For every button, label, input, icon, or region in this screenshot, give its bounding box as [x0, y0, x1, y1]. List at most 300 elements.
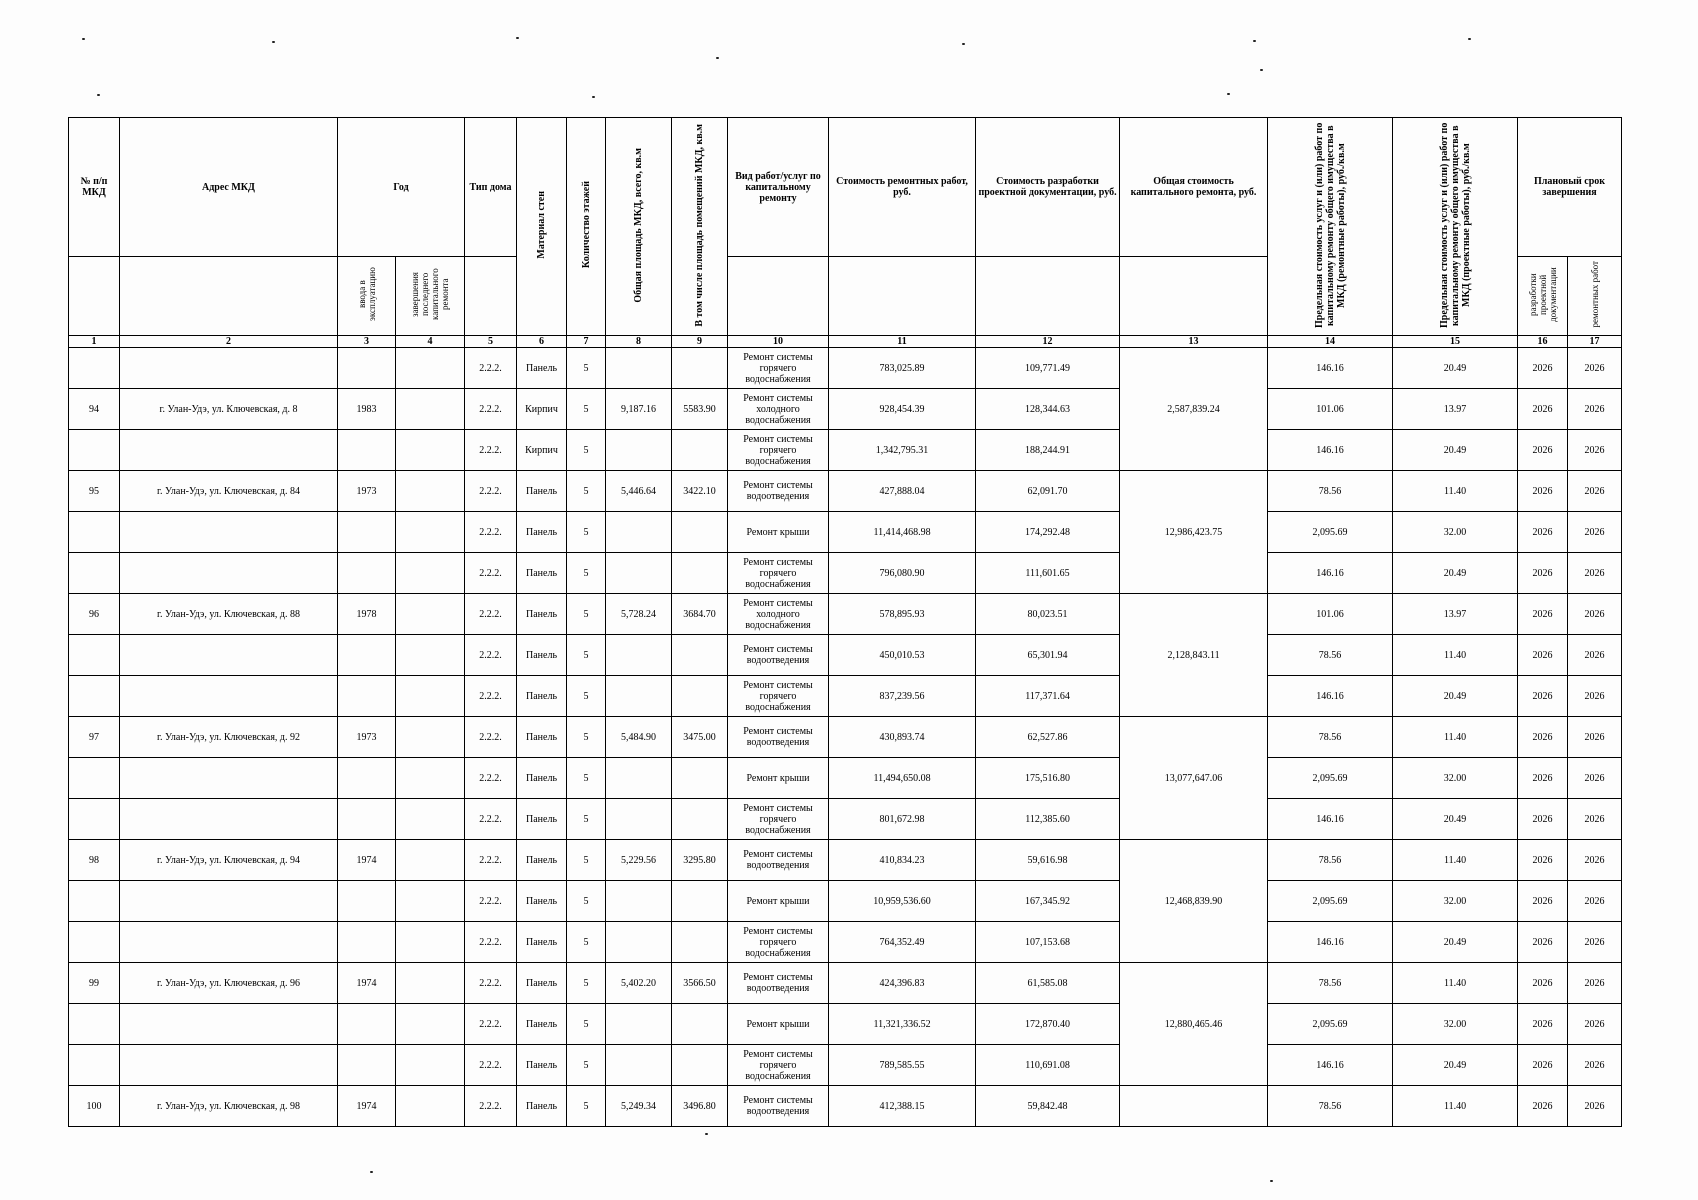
deadline-design-cell: 2026 — [1518, 1045, 1568, 1086]
repair-cost-cell: 783,025.89 — [829, 348, 976, 389]
year-last-repair-cell — [396, 553, 465, 594]
scan-speck — [516, 37, 519, 39]
house-type-cell: 2.2.2. — [465, 1086, 517, 1127]
limit-repair-cell: 78.56 — [1268, 963, 1393, 1004]
year-commission-cell — [338, 1004, 396, 1045]
floors-cell: 5 — [567, 512, 606, 553]
wall-material-cell: Панель — [517, 676, 567, 717]
deadline-design-cell: 2026 — [1518, 1086, 1568, 1127]
year-last-repair-cell — [396, 594, 465, 635]
repair-cost-cell: 11,494,650.08 — [829, 758, 976, 799]
limit-design-cell: 32.00 — [1393, 1004, 1518, 1045]
premises-area-cell: 3422.10 — [672, 471, 728, 512]
year-commission-cell — [338, 635, 396, 676]
scan-speck — [272, 41, 275, 43]
house-type-cell: 2.2.2. — [465, 1045, 517, 1086]
wall-material-cell: Панель — [517, 471, 567, 512]
premises-area-cell — [672, 881, 728, 922]
design-cost-cell: 107,153.68 — [976, 922, 1120, 963]
year-last-repair-cell — [396, 471, 465, 512]
scan-speck — [1468, 38, 1471, 40]
year-commission-cell: 1974 — [338, 1086, 396, 1127]
total-cost-cell: 12,986,423.75 — [1120, 471, 1268, 594]
total-cost-cell: 2,128,843.11 — [1120, 594, 1268, 717]
deadline-repair-cell: 2026 — [1568, 512, 1622, 553]
scan-speck — [962, 43, 965, 45]
year-last-repair-cell — [396, 1086, 465, 1127]
floors-cell: 5 — [567, 348, 606, 389]
wall-material-cell: Панель — [517, 635, 567, 676]
repair-cost-cell: 837,239.56 — [829, 676, 976, 717]
limit-design-cell: 11.40 — [1393, 963, 1518, 1004]
table-row — [69, 430, 1622, 471]
header-total-area-cell — [606, 118, 672, 336]
floors-cell: 5 — [567, 676, 606, 717]
header-limit-design-cell — [1393, 118, 1518, 336]
year-commission-cell — [338, 676, 396, 717]
header-floors: Количество этажей — [580, 181, 592, 269]
scan-speck — [1260, 69, 1263, 71]
design-cost-cell: 59,616.98 — [976, 840, 1120, 881]
table-row — [69, 676, 1622, 717]
deadline-repair-cell: 2026 — [1568, 1004, 1622, 1045]
table-row — [69, 389, 1622, 430]
wall-material-cell: Панель — [517, 553, 567, 594]
table-row — [69, 758, 1622, 799]
wall-material-cell: Панель — [517, 1045, 567, 1086]
floors-cell: 5 — [567, 799, 606, 840]
total-area-cell: 5,728.24 — [606, 594, 672, 635]
premises-area-cell: 3684.70 — [672, 594, 728, 635]
total-cost-cell — [1120, 1086, 1268, 1127]
repair-cost-cell: 412,388.15 — [829, 1086, 976, 1127]
deadline-repair-cell: 2026 — [1568, 963, 1622, 1004]
work-type-cell: Ремонт системы горячего водоснабжения — [728, 553, 829, 594]
year-last-repair-cell — [396, 430, 465, 471]
work-type-cell: Ремонт крыши — [728, 758, 829, 799]
header-num: № п/п МКД — [69, 118, 120, 257]
table-row — [69, 471, 1622, 512]
house-number-cell — [69, 430, 120, 471]
repair-cost-cell: 410,834.23 — [829, 840, 976, 881]
table-row — [69, 348, 1622, 389]
column-number: 2 — [120, 336, 338, 348]
house-number-cell — [69, 553, 120, 594]
year-commission-cell — [338, 512, 396, 553]
header-house-type: Тип дома — [465, 118, 517, 257]
header-blank — [465, 257, 517, 336]
design-cost-cell: 59,842.48 — [976, 1086, 1120, 1127]
wall-material-cell: Панель — [517, 1086, 567, 1127]
year-last-repair-cell — [396, 758, 465, 799]
house-number-cell — [69, 512, 120, 553]
year-commission-cell — [338, 799, 396, 840]
year-last-repair-cell — [396, 512, 465, 553]
deadline-repair-cell: 2026 — [1568, 348, 1622, 389]
limit-design-cell: 32.00 — [1393, 758, 1518, 799]
premises-area-cell — [672, 635, 728, 676]
work-type-cell: Ремонт системы водоотведения — [728, 963, 829, 1004]
house-type-cell: 2.2.2. — [465, 512, 517, 553]
total-cost-cell: 13,077,647.06 — [1120, 717, 1268, 840]
header-deadline: Плановый срок завершения — [1518, 118, 1622, 257]
floors-cell: 5 — [567, 922, 606, 963]
work-type-cell: Ремонт системы холодного водоснабжения — [728, 389, 829, 430]
house-type-cell: 2.2.2. — [465, 471, 517, 512]
deadline-design-cell: 2026 — [1518, 389, 1568, 430]
house-number-cell: 100 — [69, 1086, 120, 1127]
header-year-commission-cell — [338, 257, 396, 336]
column-number: 5 — [465, 336, 517, 348]
year-commission-cell — [338, 553, 396, 594]
total-area-cell — [606, 1004, 672, 1045]
design-cost-cell: 62,091.70 — [976, 471, 1120, 512]
wall-material-cell: Панель — [517, 799, 567, 840]
column-number: 16 — [1518, 336, 1568, 348]
address-cell — [120, 635, 338, 676]
limit-design-cell: 11.40 — [1393, 717, 1518, 758]
floors-cell: 5 — [567, 840, 606, 881]
column-number: 8 — [606, 336, 672, 348]
address-cell: г. Улан-Удэ, ул. Ключевская, д. 8 — [120, 389, 338, 430]
house-number-cell: 99 — [69, 963, 120, 1004]
premises-area-cell — [672, 799, 728, 840]
wall-material-cell: Панель — [517, 758, 567, 799]
total-area-cell — [606, 635, 672, 676]
house-type-cell: 2.2.2. — [465, 922, 517, 963]
address-cell — [120, 758, 338, 799]
limit-design-cell: 20.49 — [1393, 430, 1518, 471]
work-type-cell: Ремонт системы водоотведения — [728, 471, 829, 512]
header-premises-area-cell — [672, 118, 728, 336]
deadline-repair-cell: 2026 — [1568, 676, 1622, 717]
floors-cell: 5 — [567, 471, 606, 512]
repair-cost-cell: 801,672.98 — [829, 799, 976, 840]
header-deadline-design-cell — [1518, 257, 1568, 336]
header-design-cost: Стоимость разработки проектной документации, руб. — [976, 118, 1120, 257]
year-last-repair-cell — [396, 840, 465, 881]
limit-repair-cell: 101.06 — [1268, 594, 1393, 635]
limit-repair-cell: 146.16 — [1268, 348, 1393, 389]
limit-repair-cell: 2,095.69 — [1268, 512, 1393, 553]
repair-cost-cell: 10,959,536.60 — [829, 881, 976, 922]
table-row — [69, 799, 1622, 840]
design-cost-cell: 61,585.08 — [976, 963, 1120, 1004]
work-type-cell: Ремонт системы водоотведения — [728, 635, 829, 676]
year-commission-cell — [338, 430, 396, 471]
deadline-repair-cell: 2026 — [1568, 881, 1622, 922]
table-row — [69, 963, 1622, 1004]
address-cell — [120, 430, 338, 471]
deadline-design-cell: 2026 — [1518, 1004, 1568, 1045]
deadline-design-cell: 2026 — [1518, 471, 1568, 512]
column-number: 15 — [1393, 336, 1518, 348]
header-address: Адрес МКД — [120, 118, 338, 257]
table-row — [69, 1045, 1622, 1086]
total-area-cell — [606, 881, 672, 922]
design-cost-cell: 109,771.49 — [976, 348, 1120, 389]
deadline-design-cell: 2026 — [1518, 430, 1568, 471]
design-cost-cell: 175,516.80 — [976, 758, 1120, 799]
year-last-repair-cell — [396, 922, 465, 963]
column-number: 17 — [1568, 336, 1622, 348]
total-area-cell — [606, 348, 672, 389]
house-number-cell: 95 — [69, 471, 120, 512]
repair-cost-cell: 578,895.93 — [829, 594, 976, 635]
scan-speck — [705, 1133, 708, 1135]
header-year-last-repair-cell — [396, 257, 465, 336]
repair-cost-cell: 430,893.74 — [829, 717, 976, 758]
deadline-design-cell: 2026 — [1518, 840, 1568, 881]
header-limit-repair-cell — [1268, 118, 1393, 336]
house-type-cell: 2.2.2. — [465, 881, 517, 922]
total-cost-cell: 2,587,839.24 — [1120, 348, 1268, 471]
year-commission-cell: 1973 — [338, 717, 396, 758]
deadline-repair-cell: 2026 — [1568, 1045, 1622, 1086]
column-number: 9 — [672, 336, 728, 348]
limit-repair-cell: 78.56 — [1268, 1086, 1393, 1127]
deadline-repair-cell: 2026 — [1568, 1086, 1622, 1127]
year-commission-cell: 1983 — [338, 389, 396, 430]
house-type-cell: 2.2.2. — [465, 717, 517, 758]
total-area-cell — [606, 676, 672, 717]
header-wall-material-cell — [517, 118, 567, 336]
house-number-cell — [69, 348, 120, 389]
header-total-area: Общая площадь МКД, всего, кв.м — [633, 147, 645, 303]
repair-cost-cell: 928,454.39 — [829, 389, 976, 430]
house-type-cell: 2.2.2. — [465, 348, 517, 389]
deadline-design-cell: 2026 — [1518, 717, 1568, 758]
year-commission-cell — [338, 348, 396, 389]
limit-repair-cell: 78.56 — [1268, 840, 1393, 881]
work-type-cell: Ремонт крыши — [728, 512, 829, 553]
address-cell — [120, 922, 338, 963]
house-number-cell: 97 — [69, 717, 120, 758]
work-type-cell: Ремонт системы горячего водоснабжения — [728, 922, 829, 963]
floors-cell: 5 — [567, 1045, 606, 1086]
year-commission-cell — [338, 758, 396, 799]
premises-area-cell — [672, 430, 728, 471]
address-cell — [120, 512, 338, 553]
limit-repair-cell: 146.16 — [1268, 1045, 1393, 1086]
design-cost-cell: 172,870.40 — [976, 1004, 1120, 1045]
total-cost-cell: 12,880,465.46 — [1120, 963, 1268, 1086]
table-row — [69, 717, 1622, 758]
table-row — [69, 553, 1622, 594]
design-cost-cell: 65,301.94 — [976, 635, 1120, 676]
header-blank — [1120, 257, 1268, 336]
floors-cell: 5 — [567, 389, 606, 430]
column-number: 3 — [338, 336, 396, 348]
repair-cost-cell: 1,342,795.31 — [829, 430, 976, 471]
address-cell — [120, 553, 338, 594]
deadline-repair-cell: 2026 — [1568, 840, 1622, 881]
house-number-cell — [69, 922, 120, 963]
house-number-cell — [69, 1045, 120, 1086]
limit-repair-cell: 78.56 — [1268, 471, 1393, 512]
deadline-repair-cell: 2026 — [1568, 430, 1622, 471]
column-number: 13 — [1120, 336, 1268, 348]
limit-design-cell: 11.40 — [1393, 635, 1518, 676]
house-type-cell: 2.2.2. — [465, 676, 517, 717]
design-cost-cell: 80,023.51 — [976, 594, 1120, 635]
header-deadline-repair-cell — [1568, 257, 1622, 336]
total-cost-cell: 12,468,839.90 — [1120, 840, 1268, 963]
column-number: 6 — [517, 336, 567, 348]
total-area-cell: 9,187.16 — [606, 389, 672, 430]
floors-cell: 5 — [567, 1004, 606, 1045]
header-limit-design: Предельная стоимость услуг и (или) работ по капитальному ремонту общего имущества в МКД (проектные работы), руб./кв.м — [1438, 122, 1472, 328]
year-last-repair-cell — [396, 881, 465, 922]
floors-cell: 5 — [567, 758, 606, 799]
repair-cost-cell: 764,352.49 — [829, 922, 976, 963]
house-type-cell: 2.2.2. — [465, 840, 517, 881]
deadline-repair-cell: 2026 — [1568, 553, 1622, 594]
year-last-repair-cell — [396, 1045, 465, 1086]
scan-speck — [1227, 93, 1230, 95]
address-cell — [120, 799, 338, 840]
limit-design-cell: 20.49 — [1393, 676, 1518, 717]
total-area-cell — [606, 758, 672, 799]
work-type-cell: Ремонт системы горячего водоснабжения — [728, 430, 829, 471]
total-area-cell — [606, 430, 672, 471]
design-cost-cell: 117,371.64 — [976, 676, 1120, 717]
house-number-cell — [69, 676, 120, 717]
header-year: Год — [338, 118, 465, 257]
total-area-cell — [606, 799, 672, 840]
repair-cost-cell: 11,414,468.98 — [829, 512, 976, 553]
header-wall-material: Материал стен — [536, 191, 548, 259]
address-cell — [120, 348, 338, 389]
year-last-repair-cell — [396, 717, 465, 758]
house-type-cell: 2.2.2. — [465, 553, 517, 594]
deadline-design-cell: 2026 — [1518, 881, 1568, 922]
year-last-repair-cell — [396, 676, 465, 717]
address-cell — [120, 881, 338, 922]
premises-area-cell: 3566.50 — [672, 963, 728, 1004]
house-type-cell: 2.2.2. — [465, 799, 517, 840]
deadline-design-cell: 2026 — [1518, 963, 1568, 1004]
design-cost-cell: 167,345.92 — [976, 881, 1120, 922]
header-year-last-repair: завершения последнего капитального ремонта — [410, 268, 450, 321]
total-area-cell: 5,446.64 — [606, 471, 672, 512]
house-type-cell: 2.2.2. — [465, 1004, 517, 1045]
year-last-repair-cell — [396, 348, 465, 389]
premises-area-cell — [672, 553, 728, 594]
house-number-cell: 94 — [69, 389, 120, 430]
year-commission-cell: 1973 — [338, 471, 396, 512]
scan-speck — [716, 57, 719, 59]
house-number-cell: 98 — [69, 840, 120, 881]
year-commission-cell: 1974 — [338, 963, 396, 1004]
repair-cost-cell: 450,010.53 — [829, 635, 976, 676]
scan-speck — [1253, 40, 1256, 42]
premises-area-cell — [672, 758, 728, 799]
limit-repair-cell: 146.16 — [1268, 553, 1393, 594]
year-last-repair-cell — [396, 635, 465, 676]
header-limit-repair: Предельная стоимость услуг и (или) работ по капитальному ремонту общего имущества в МКД (ремонтные работы), руб./кв.м — [1313, 122, 1347, 328]
deadline-design-cell: 2026 — [1518, 512, 1568, 553]
limit-repair-cell: 146.16 — [1268, 922, 1393, 963]
scan-speck — [97, 94, 100, 96]
work-type-cell: Ремонт системы горячего водоснабжения — [728, 799, 829, 840]
total-area-cell: 5,402.20 — [606, 963, 672, 1004]
work-type-cell: Ремонт системы водоотведения — [728, 717, 829, 758]
address-cell — [120, 1045, 338, 1086]
wall-material-cell: Панель — [517, 1004, 567, 1045]
work-type-cell: Ремонт крыши — [728, 881, 829, 922]
year-commission-cell: 1974 — [338, 840, 396, 881]
deadline-design-cell: 2026 — [1518, 635, 1568, 676]
limit-repair-cell: 2,095.69 — [1268, 881, 1393, 922]
limit-repair-cell: 101.06 — [1268, 389, 1393, 430]
house-number-cell: 96 — [69, 594, 120, 635]
column-number: 10 — [728, 336, 829, 348]
deadline-design-cell: 2026 — [1518, 922, 1568, 963]
column-number-row — [69, 336, 1622, 348]
limit-repair-cell: 2,095.69 — [1268, 758, 1393, 799]
premises-area-cell: 3475.00 — [672, 717, 728, 758]
deadline-repair-cell: 2026 — [1568, 758, 1622, 799]
address-cell — [120, 1004, 338, 1045]
house-number-cell — [69, 799, 120, 840]
header-blank — [728, 257, 829, 336]
limit-design-cell: 11.40 — [1393, 1086, 1518, 1127]
limit-design-cell: 20.49 — [1393, 553, 1518, 594]
address-cell: г. Улан-Удэ, ул. Ключевская, д. 96 — [120, 963, 338, 1004]
header-blank — [120, 257, 338, 336]
repair-cost-cell: 11,321,336.52 — [829, 1004, 976, 1045]
header-repair-cost: Стоимость ремонтных работ, руб. — [829, 118, 976, 257]
header-blank — [69, 257, 120, 336]
premises-area-cell: 3295.80 — [672, 840, 728, 881]
total-area-cell — [606, 1045, 672, 1086]
house-number-cell — [69, 1004, 120, 1045]
deadline-repair-cell: 2026 — [1568, 594, 1622, 635]
address-cell — [120, 676, 338, 717]
design-cost-cell: 188,244.91 — [976, 430, 1120, 471]
deadline-repair-cell: 2026 — [1568, 922, 1622, 963]
year-last-repair-cell — [396, 1004, 465, 1045]
total-area-cell — [606, 553, 672, 594]
table-row — [69, 635, 1622, 676]
scan-speck — [1270, 1180, 1273, 1182]
limit-design-cell: 13.97 — [1393, 594, 1518, 635]
column-number: 11 — [829, 336, 976, 348]
deadline-design-cell: 2026 — [1518, 799, 1568, 840]
limit-design-cell: 11.40 — [1393, 840, 1518, 881]
address-cell: г. Улан-Удэ, ул. Ключевская, д. 92 — [120, 717, 338, 758]
floors-cell: 5 — [567, 635, 606, 676]
premises-area-cell — [672, 348, 728, 389]
deadline-repair-cell: 2026 — [1568, 471, 1622, 512]
table-body — [69, 348, 1622, 1127]
design-cost-cell: 111,601.65 — [976, 553, 1120, 594]
wall-material-cell: Панель — [517, 348, 567, 389]
deadline-design-cell: 2026 — [1518, 348, 1568, 389]
house-type-cell: 2.2.2. — [465, 594, 517, 635]
floors-cell: 5 — [567, 594, 606, 635]
deadline-design-cell: 2026 — [1518, 676, 1568, 717]
wall-material-cell: Панель — [517, 881, 567, 922]
wall-material-cell: Панель — [517, 717, 567, 758]
premises-area-cell — [672, 676, 728, 717]
work-type-cell: Ремонт системы холодного водоснабжения — [728, 594, 829, 635]
total-area-cell: 5,229.56 — [606, 840, 672, 881]
table-row — [69, 840, 1622, 881]
limit-repair-cell: 146.16 — [1268, 799, 1393, 840]
house-number-cell — [69, 758, 120, 799]
